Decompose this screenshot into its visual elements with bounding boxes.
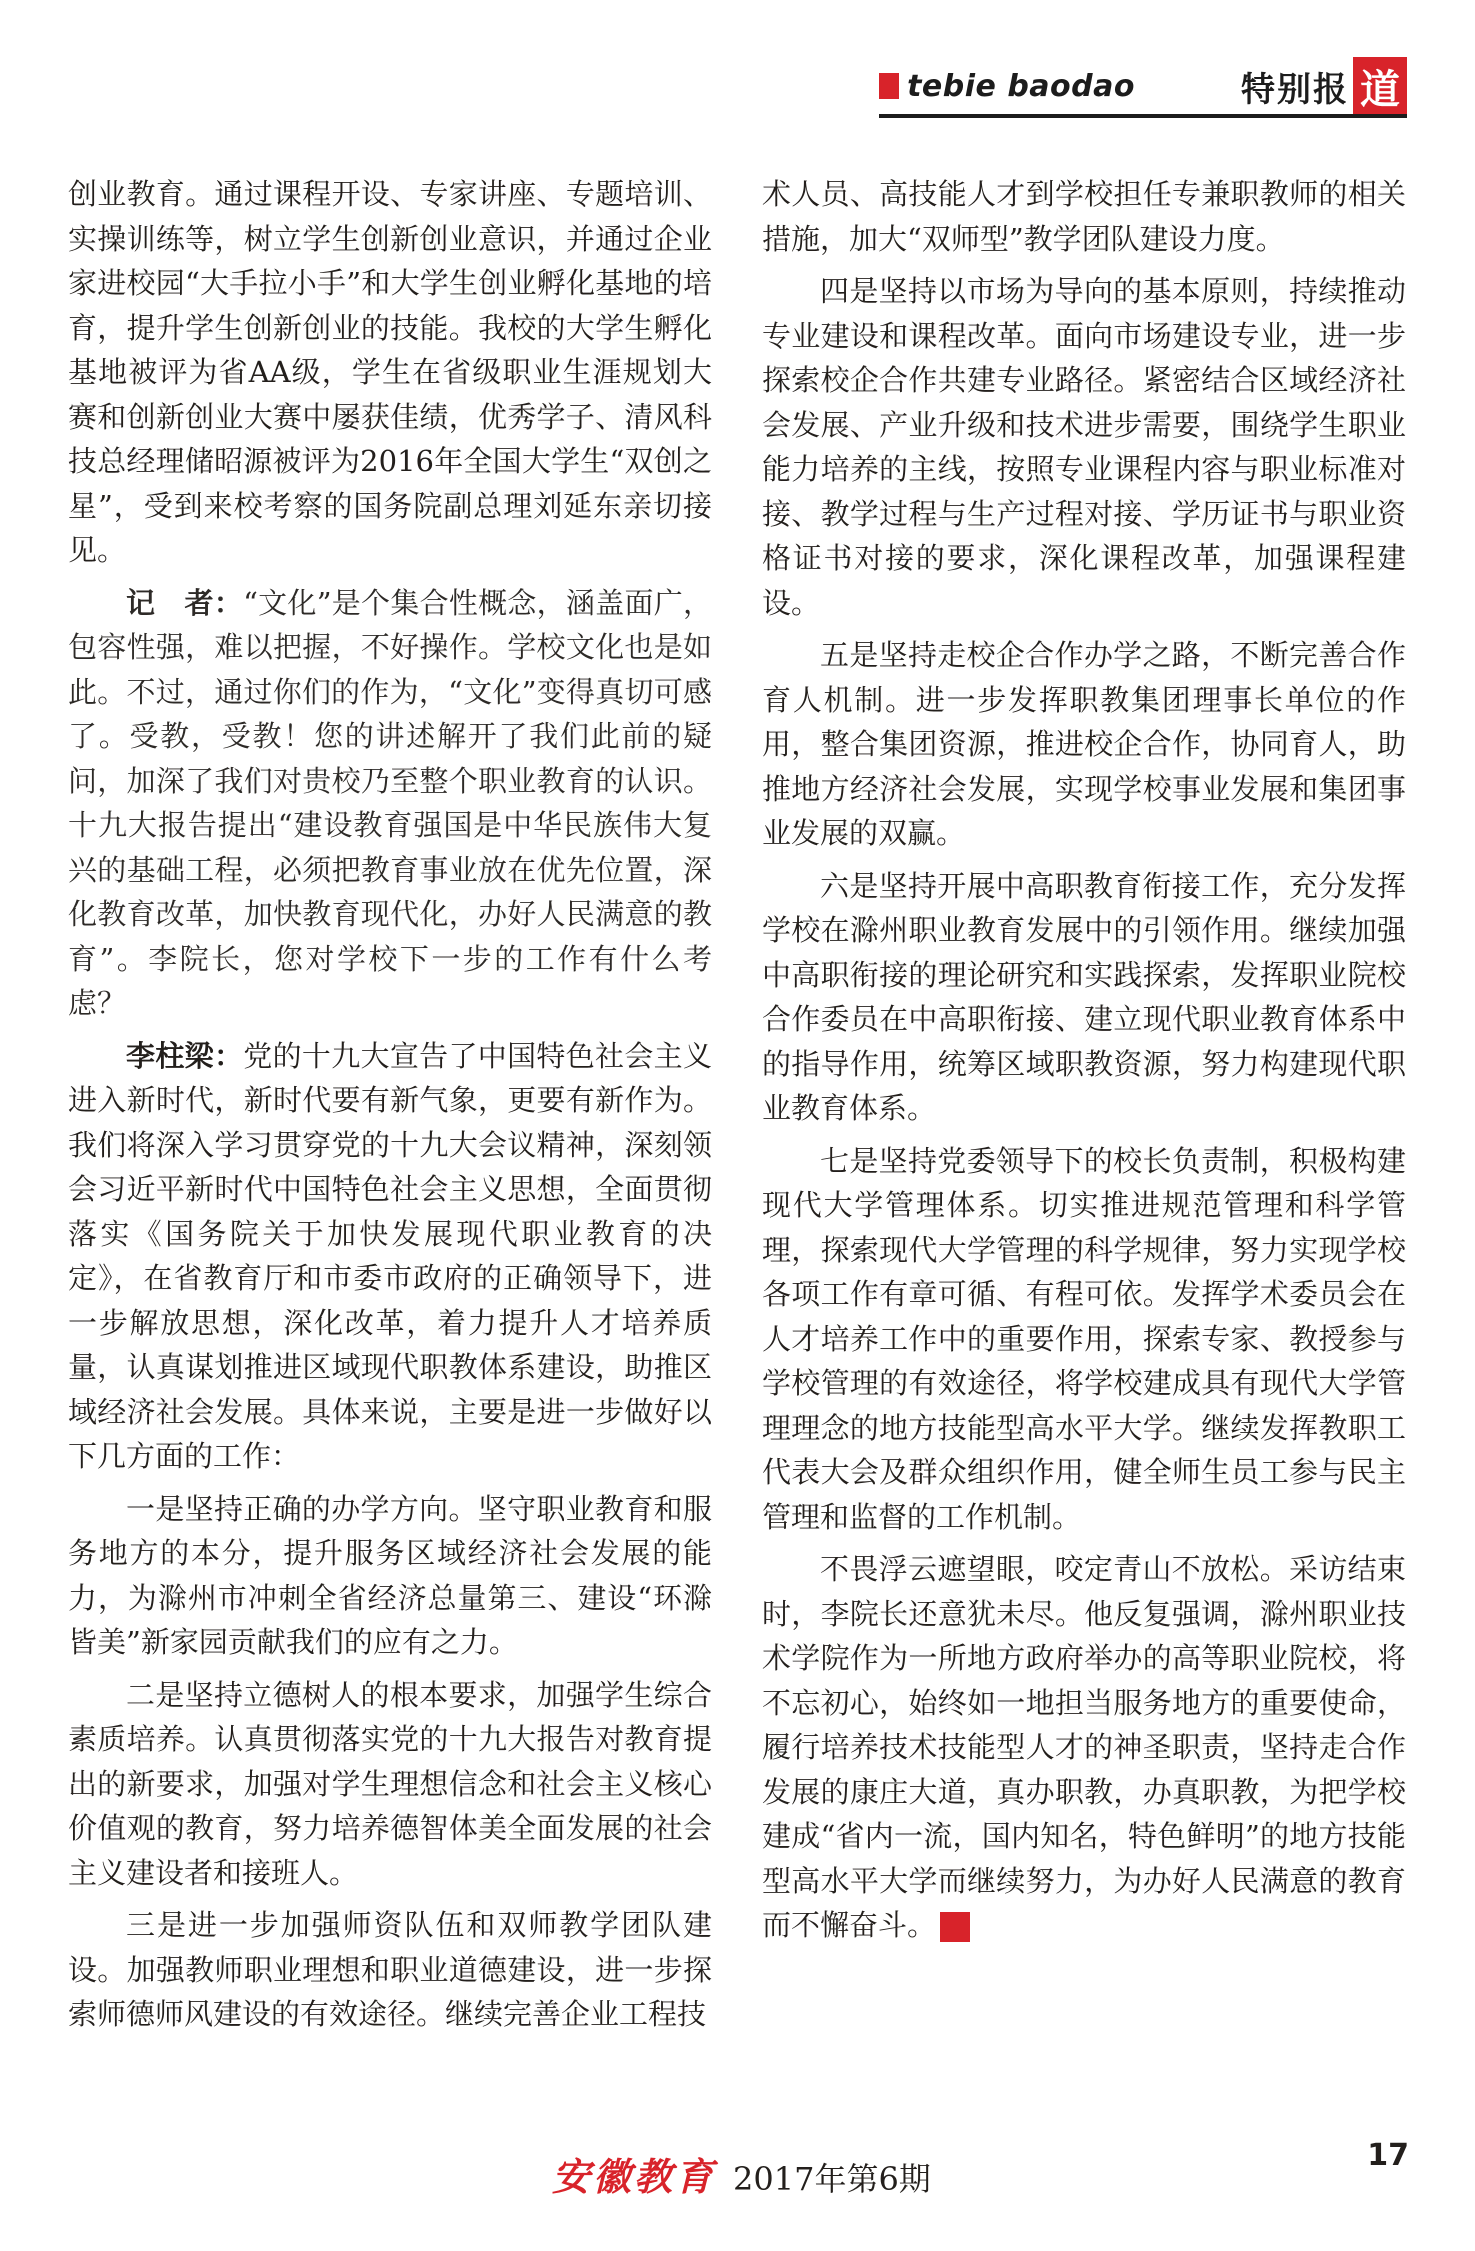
point-lead: 一是坚持正确的办学方向。 xyxy=(126,1491,478,1526)
paragraph: 术人员、高技能人才到学校担任专兼职教师的相关措施，加大“双师型”教学团队建设力度。 xyxy=(762,177,1406,256)
point-lead: 三是进一步加强师资队伍和双师教学团队建设。 xyxy=(68,1908,712,1987)
point-text: 加强教师职业理想和职业道德建设，进一步探索师德师风建设的有效途径。继续完善企业工程技 xyxy=(68,1952,712,2031)
header-pinyin: tebie baodao xyxy=(907,68,1135,104)
point-five xyxy=(762,633,1406,856)
magazine-logo xyxy=(552,2146,716,2201)
point-seven xyxy=(762,1139,1406,1540)
question-text: “文化”是个集合性概念，涵盖面广，包容性强，难以把握，不好操作。学校文化也是如此。不过，通过你们的作为，“文化”变得真切可感了。受教，受教！您的讲述解开了我们此前的疑问，加深了我们对贵校乃至整个职业教育的认识。十九大报告提出“建设教育强国是中华民族伟大复兴的基础工程，必须把教育事业放在优先位置，深化教育改革，加快教育现代化，办好人民满意的教育”。李院长，您对学校下一步的工作有什么考虑？ xyxy=(68,585,712,1020)
point-four xyxy=(762,269,1406,625)
point-text: 认真贯彻落实党的十九大报告对教育提出的新要求，加强对学生理想信念和社会主义核心价值观的教育，努力培养德智体美全面发展的社会主义建设者和接班人。 xyxy=(68,1722,712,1890)
point-three xyxy=(68,1903,712,2037)
end-mark-icon: 安 xyxy=(940,1912,970,1942)
closing-text: 不畏浮云遮望眼，咬定青山不放松。采访结束时，李院长还意犹未尽。他反复强调，滁州职业技术学院作为一所地方政府举办的高等职业院校，将不忘初心，始终如一地担当服务地方的重要使命，履行培养技术技能型人才的神圣职责，坚持走合作发展的康庄大道，真办职教，办真职教，为把学校建成“省内一流，国内知名，特色鲜明”的地方技能型高水平大学而继续努力，为办好人民满意的教育而不懈奋斗。 xyxy=(762,1552,1406,1942)
point-text: 进一步发挥职教集团理事长单位的作用，整合集团资源，推进校企合作，协同育人，助推地方经济社会发展，实现学校事业发展和集团事业发展的双赢。 xyxy=(762,682,1406,850)
page-number: 17 xyxy=(1367,2138,1409,2173)
speaker-label: 记 者： xyxy=(126,585,244,620)
point-text: 坚守职业教育和服务地方的本分，提升服务区域经济社会发展的能力，为滁州市冲刺全省经济总量第三、建设“环滁皆美”新家园贡献我们的应有之力。 xyxy=(68,1491,712,1659)
header-section-title: 特别报 xyxy=(1241,69,1349,110)
speaker-label: 李柱梁： xyxy=(126,1038,244,1073)
point-two xyxy=(68,1673,712,1896)
issue-label: 2017年第6期 xyxy=(733,2160,931,2198)
reporter-question xyxy=(68,581,712,1026)
header-section-box: 道 xyxy=(1353,57,1407,115)
point-text: 继续加强中高职衔接的理论研究和实践探索，发挥职业院校合作委员在中高职衔接、建立现代职业教育体系中的指导作用，统筹区域职教资源，努力构建现代职业教育体系。 xyxy=(762,913,1406,1125)
interviewee-answer xyxy=(68,1034,712,1479)
point-text: 切实推进规范管理和科学管理，探索现代大学管理的科学规律，努力实现学校各项工作有章可循、有程可依。发挥学术委员会在人才培养工作中的重要作用，探索专家、教授参与学校管理的有效途径，将学校建成具有现代大学管理理念的地方技能型高水平大学。继续发挥教职工代表大会及群众组织作用，健全师生员工参与民主管理和监督的工作机制。 xyxy=(762,1188,1406,1534)
point-text: 面向市场建设专业，进一步探索校企合作共建专业路径。紧密结合区域经济社会发展、产业升级和技术进步需要，围绕学生职业能力培养的主线，按照专业课程内容与职业标准对接、教学过程与生产过程对接、学历证书与职业资格证书对接的要求，深化课程改革，加强课程建设。 xyxy=(762,318,1406,620)
point-lead: 六是坚持开展中高职教育衔接工作，充分发挥学校在滁州职业教育发展中的引领作用。 xyxy=(762,868,1406,947)
point-lead: 四是坚持以市场为导向的基本原则，持续推动专业建设和课程改革。 xyxy=(762,274,1406,353)
left-column xyxy=(68,172,712,2037)
page-header xyxy=(879,58,1407,114)
logo-char: 教 xyxy=(634,2154,673,2199)
right-column xyxy=(762,172,1406,1948)
point-lead: 二是坚持立德树人的根本要求，加强学生综合素质培养。 xyxy=(68,1677,712,1756)
point-six xyxy=(762,864,1406,1131)
header-rule xyxy=(879,114,1407,118)
point-lead: 五是坚持走校企合作办学之路，不断完善合作育人机制。 xyxy=(762,638,1406,717)
logo-char: 育 xyxy=(675,2154,714,2199)
point-lead: 七是坚持党委领导下的校长负责制，积极构建现代大学管理体系。 xyxy=(762,1143,1406,1222)
point-one xyxy=(68,1487,712,1665)
page-footer xyxy=(0,2140,1475,2200)
paragraph: 创业教育。通过课程开设、专家讲座、专题培训、实操训练等，树立学生创新创业意识，并通过企业家进校园“大手拉小手”和大学生创业孵化基地的培育，提升学生创新创业的技能。我校的大学生孵化基地被评为省AA级，学生在省级职业生涯规划大赛和创新创业大赛中屡获佳绩，优秀学子、清风科技总经理储昭源被评为2016年全国大学生“双创之星”，受到来校考察的国务院副总理刘延东亲切接见。 xyxy=(68,177,712,567)
header-square-icon xyxy=(879,73,899,99)
logo-char: 徽 xyxy=(593,2154,632,2199)
logo-char: 安 xyxy=(552,2154,591,2199)
closing-paragraph xyxy=(762,1547,1406,1948)
answer-text: 党的十九大宣告了中国特色社会主义进入新时代，新时代要有新气象，更要有新作为。我们将深入学习贯穿党的十九大会议精神，深刻领会习近平新时代中国特色社会主义思想，全面贯彻落实《国务院关于加快发展现代职业教育的决定》，在省教育厅和市委市政府的正确领导下，进一步解放思想，深化改革，着力提升人才培养质量，认真谋划推进区域现代职教体系建设，助推区域经济社会发展。具体来说，主要是进一步做好以下几方面的工作： xyxy=(68,1038,712,1473)
